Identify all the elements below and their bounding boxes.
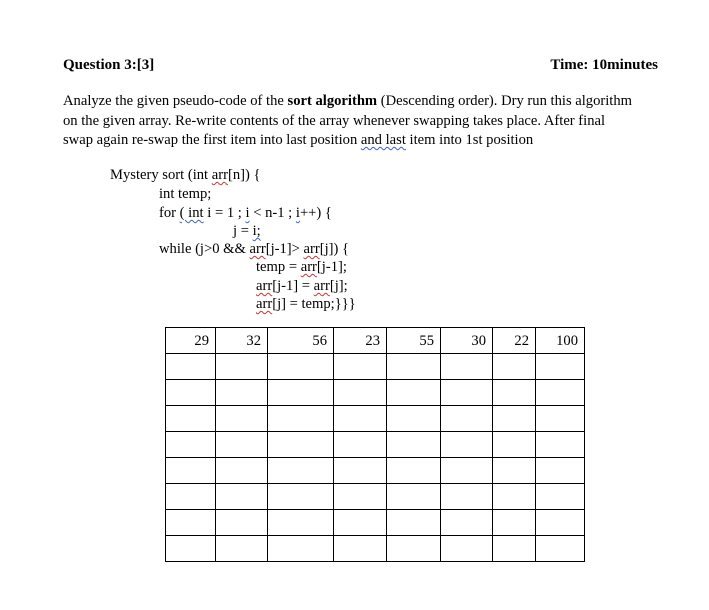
- empty-cell[interactable]: [387, 380, 441, 406]
- grammar-flagged-text: i: [295, 205, 300, 221]
- code-line-4: [233, 222, 261, 241]
- table-row: [166, 458, 585, 484]
- empty-cell[interactable]: [493, 406, 536, 432]
- empty-cell[interactable]: [536, 536, 585, 562]
- empty-cell[interactable]: [493, 510, 536, 536]
- table-row: [166, 484, 585, 510]
- instructions-paragraph: [63, 92, 691, 151]
- array-value-cell: 22: [493, 328, 536, 354]
- empty-cell[interactable]: [536, 484, 585, 510]
- empty-cell[interactable]: [441, 484, 493, 510]
- table-row: [166, 536, 585, 562]
- code-line-5: [159, 240, 349, 259]
- empty-cell[interactable]: [166, 458, 216, 484]
- empty-cell[interactable]: [441, 432, 493, 458]
- empty-cell[interactable]: [441, 510, 493, 536]
- empty-cell[interactable]: [334, 432, 387, 458]
- table-row: [166, 380, 585, 406]
- empty-cell[interactable]: [216, 458, 268, 484]
- sort-algorithm-emphasis: sort algorithm: [287, 93, 378, 109]
- empty-cell[interactable]: [166, 536, 216, 562]
- instructions-line-3: [63, 131, 691, 151]
- table-row: [166, 510, 585, 536]
- empty-cell[interactable]: [216, 510, 268, 536]
- empty-cell[interactable]: [334, 406, 387, 432]
- code-line-2: int temp;: [159, 186, 212, 202]
- code-token: [j-1];: [316, 259, 347, 275]
- empty-cell[interactable]: [216, 536, 268, 562]
- empty-cell[interactable]: [166, 380, 216, 406]
- empty-cell[interactable]: [216, 380, 268, 406]
- empty-cell[interactable]: [493, 432, 536, 458]
- empty-cell[interactable]: [334, 354, 387, 380]
- instructions-line-2: on the given array. Re-write contents of the array whenever swapping takes place. After final: [63, 112, 606, 129]
- array-value-cell: 56: [268, 328, 334, 354]
- code-line-8: [256, 295, 356, 314]
- text-run: item into 1st position: [405, 132, 534, 148]
- empty-cell[interactable]: [216, 432, 268, 458]
- empty-cell[interactable]: [334, 380, 387, 406]
- empty-cell[interactable]: [268, 458, 334, 484]
- empty-cell[interactable]: [334, 510, 387, 536]
- empty-cell[interactable]: [268, 432, 334, 458]
- empty-cell[interactable]: [387, 354, 441, 380]
- code-token: Mystery sort (int: [110, 167, 212, 183]
- empty-cell[interactable]: [493, 458, 536, 484]
- empty-cell[interactable]: [387, 406, 441, 432]
- table-row: [166, 406, 585, 432]
- code-token: [j]) {: [319, 241, 350, 257]
- empty-cell[interactable]: [493, 484, 536, 510]
- array-value-cell: 29: [166, 328, 216, 354]
- spell-flagged-text: arr: [249, 241, 266, 257]
- code-token: [j-1]>: [265, 241, 304, 257]
- code-token: j =: [233, 223, 253, 239]
- empty-cell[interactable]: [268, 536, 334, 562]
- empty-cell[interactable]: [441, 536, 493, 562]
- empty-cell[interactable]: [493, 536, 536, 562]
- empty-cell[interactable]: [387, 458, 441, 484]
- array-value-cell: 55: [387, 328, 441, 354]
- spell-flagged-text: arr: [313, 278, 330, 294]
- empty-cell[interactable]: [387, 510, 441, 536]
- empty-cell[interactable]: [268, 406, 334, 432]
- empty-cell[interactable]: [166, 484, 216, 510]
- empty-cell[interactable]: [536, 354, 585, 380]
- empty-cell[interactable]: [441, 380, 493, 406]
- empty-cell[interactable]: [536, 432, 585, 458]
- grammar-flagged-text: and last: [360, 132, 406, 148]
- code-token: for: [159, 205, 180, 221]
- empty-cell[interactable]: [441, 406, 493, 432]
- empty-cell[interactable]: [216, 354, 268, 380]
- spell-flagged-text: arr: [211, 167, 228, 183]
- empty-cell[interactable]: [268, 380, 334, 406]
- empty-cell[interactable]: [536, 380, 585, 406]
- spell-flagged-text: arr: [303, 241, 320, 257]
- instructions-line-1: [63, 92, 691, 112]
- empty-cell[interactable]: [387, 536, 441, 562]
- text-run: Analyze the given pseudo-code of the: [63, 93, 288, 109]
- array-value-cell: 23: [334, 328, 387, 354]
- empty-cell[interactable]: [268, 354, 334, 380]
- time-limit: Time: 10minutes: [550, 57, 658, 73]
- empty-cell[interactable]: [441, 354, 493, 380]
- code-token: [n]) {: [227, 167, 261, 183]
- empty-cell[interactable]: [536, 458, 585, 484]
- empty-cell[interactable]: [216, 484, 268, 510]
- empty-cell[interactable]: [216, 406, 268, 432]
- array-value-cell: 32: [216, 328, 268, 354]
- code-token: ++) {: [299, 205, 332, 221]
- empty-cell[interactable]: [441, 458, 493, 484]
- array-table: [165, 327, 585, 562]
- code-line-7: [256, 277, 348, 296]
- empty-cell[interactable]: [334, 458, 387, 484]
- empty-cell[interactable]: [334, 536, 387, 562]
- empty-cell[interactable]: [387, 484, 441, 510]
- array-value-cell: 100: [536, 328, 585, 354]
- question-title: Question 3:[3]: [63, 57, 155, 73]
- spell-flagged-text: arr: [256, 278, 273, 294]
- code-token: while (j>0 &&: [159, 241, 250, 257]
- grammar-flagged-text: i;: [252, 223, 261, 239]
- empty-cell[interactable]: [166, 406, 216, 432]
- table-row-initial: [166, 328, 585, 354]
- empty-cell[interactable]: [166, 432, 216, 458]
- spell-flagged-text: arr: [256, 296, 273, 312]
- spell-flagged-text: arr: [300, 259, 317, 275]
- empty-cell[interactable]: [493, 380, 536, 406]
- empty-cell[interactable]: [166, 510, 216, 536]
- empty-cell[interactable]: [387, 432, 441, 458]
- empty-cell[interactable]: [536, 406, 585, 432]
- code-token: < n-1 ;: [249, 205, 296, 221]
- empty-cell[interactable]: [166, 354, 216, 380]
- code-token: [j] = temp;}}}: [272, 296, 356, 312]
- empty-cell[interactable]: [268, 484, 334, 510]
- code-token: i = 1 ;: [203, 205, 246, 221]
- grammar-flagged-text: i: [245, 205, 250, 221]
- code-token: [j-1] =: [272, 278, 314, 294]
- array-value-cell: 30: [441, 328, 493, 354]
- code-token: [j];: [329, 278, 348, 294]
- empty-cell[interactable]: [268, 510, 334, 536]
- empty-cell[interactable]: [536, 510, 585, 536]
- code-line-3: [159, 204, 332, 223]
- table-row: [166, 354, 585, 380]
- code-line-6: [256, 258, 347, 277]
- code-line-1: [110, 166, 260, 185]
- code-token: temp =: [256, 259, 301, 275]
- text-run: (Descending order). Dry run this algorithm: [377, 93, 633, 109]
- grammar-flagged-text: ( int: [179, 205, 204, 221]
- text-run: swap again re-swap the first item into last position: [63, 132, 361, 148]
- empty-cell[interactable]: [493, 354, 536, 380]
- table-row: [166, 432, 585, 458]
- empty-cell[interactable]: [334, 484, 387, 510]
